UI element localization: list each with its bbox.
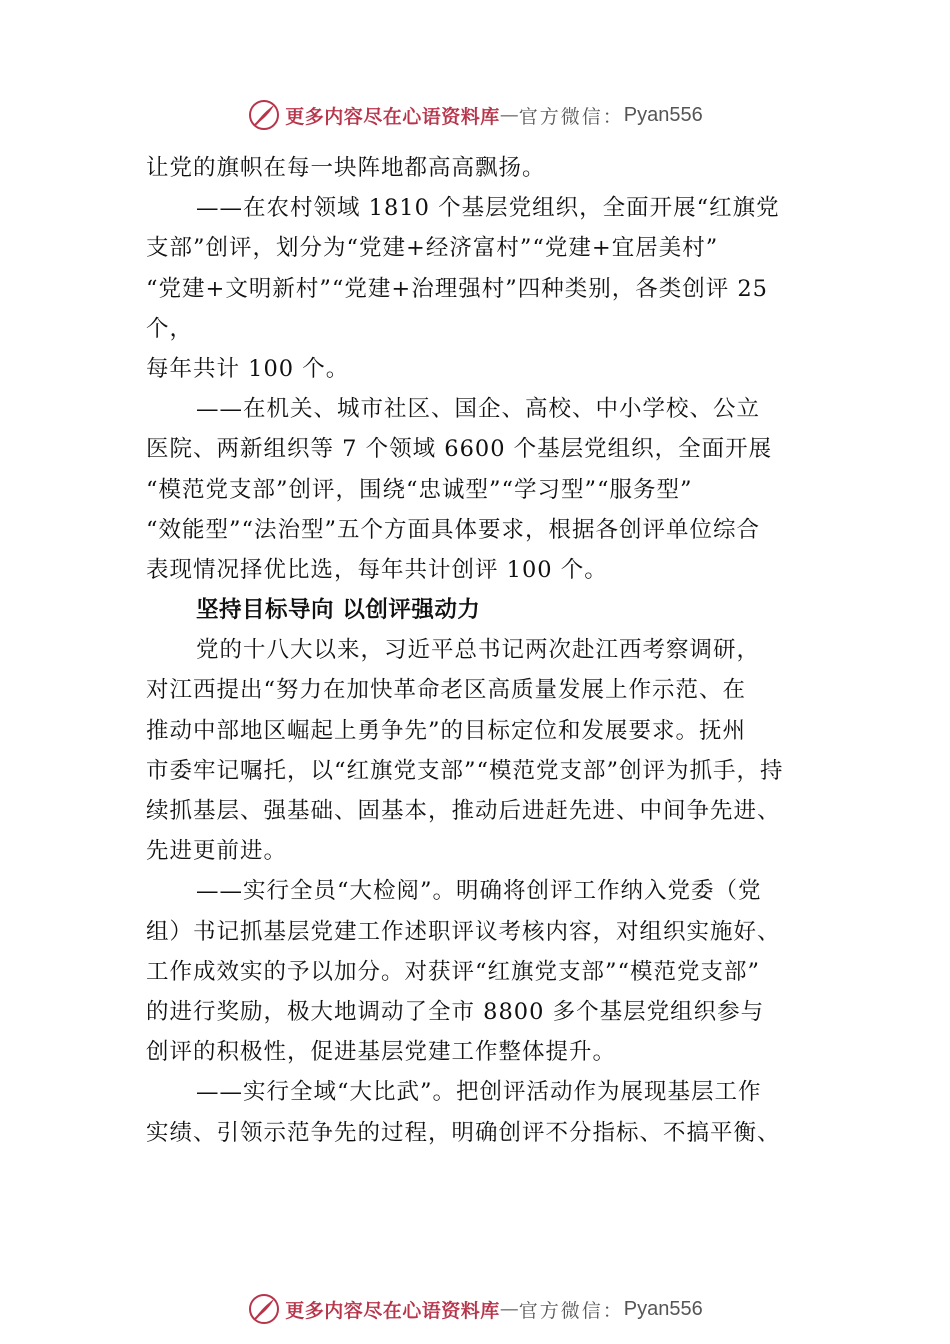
- body-line: “模范党支部”创评，围绕“忠诚型”“学习型”“服务型”: [146, 476, 693, 503]
- body-line: 续抓基层、强基础、固基本，推动后进赶先进、中间争先进、: [146, 798, 781, 824]
- footer-banner: [0, 1289, 950, 1329]
- body-line: ——实行全域“大比武”。把创评活动作为展现基层工作: [196, 1079, 762, 1106]
- quill-logo-icon: [247, 98, 281, 132]
- body-line: ——实行全员“大检阅”。明确将创评工作纳入党委（党: [196, 878, 762, 905]
- body-line: 市委牢记嘱托，以“红旗党支部”“模范党支部”创评为抓手，持: [146, 757, 784, 784]
- body-line: 让党的旗帜在每一块阵地都高高飘扬。: [146, 155, 546, 181]
- body-line: 推动中部地区崛起上勇争先”的目标定位和发展要求。抚州: [146, 717, 747, 744]
- body-line: 实绩、引领示范争先的过程，明确创评不分指标、不搞平衡、: [146, 1119, 781, 1146]
- body-line: 个，: [146, 315, 194, 342]
- body-line: “党建+文明新村”“党建+治理强村”四种类别，各类创评 25: [146, 275, 768, 302]
- body-line: ——在农村领域 1810 个基层党组织，全面开展“红旗党: [196, 195, 780, 222]
- header-brand-text: 更多内容尽在心语资料库: [285, 105, 500, 128]
- body-line: 医院、两新组织等 7 个领域 6600 个基层党组织，全面开展: [146, 436, 773, 463]
- header-banner: [0, 95, 950, 135]
- footer-brand-text: 更多内容尽在心语资料库: [285, 1299, 500, 1322]
- quill-logo-icon: [247, 1292, 281, 1326]
- footer-wechat-id: Pyan556: [623, 1297, 703, 1320]
- body-line: 先进更前进。: [146, 838, 288, 865]
- body-line: “效能型”“法治型”五个方面具体要求，根据各创评单位综合: [146, 516, 761, 543]
- body-line: 每年共计 100 个。: [146, 355, 350, 382]
- body-line: 党的十八大以来，习近平总书记两次赴江西考察调研，: [196, 637, 761, 664]
- body-line: 组）书记抓基层党建工作述职评议考核内容，对组织实施好、: [146, 918, 781, 945]
- header-dash: —: [499, 104, 519, 126]
- body-line: 工作成效实的予以加分。对获评“红旗党支部”“模范党支部”: [146, 958, 761, 985]
- body-line: ——在机关、城市社区、国企、高校、中小学校、公立: [196, 396, 761, 423]
- body-line: 支部”创评，划分为“党建+经济富村”“党建+宜居美村”: [146, 235, 719, 262]
- document-body: [146, 148, 826, 1153]
- body-line: 创评的积极性，促进基层党建工作整体提升。: [146, 1039, 617, 1066]
- section-heading: 坚持目标导向 以创评强动力: [196, 597, 481, 624]
- header-wechat-id: Pyan556: [623, 103, 703, 126]
- footer-dash: —: [499, 1298, 519, 1320]
- body-line: 表现情况择优比选，每年共计创评 100 个。: [146, 556, 608, 583]
- body-line: 的进行奖励，极大地调动了全市 8800 多个基层党组织参与: [146, 998, 765, 1025]
- footer-wechat-label: 官方微信：: [518, 1299, 624, 1322]
- header-wechat-label: 官方微信：: [518, 105, 624, 128]
- body-line: 对江西提出“努力在加快革命老区高质量发展上作示范、在: [146, 677, 747, 704]
